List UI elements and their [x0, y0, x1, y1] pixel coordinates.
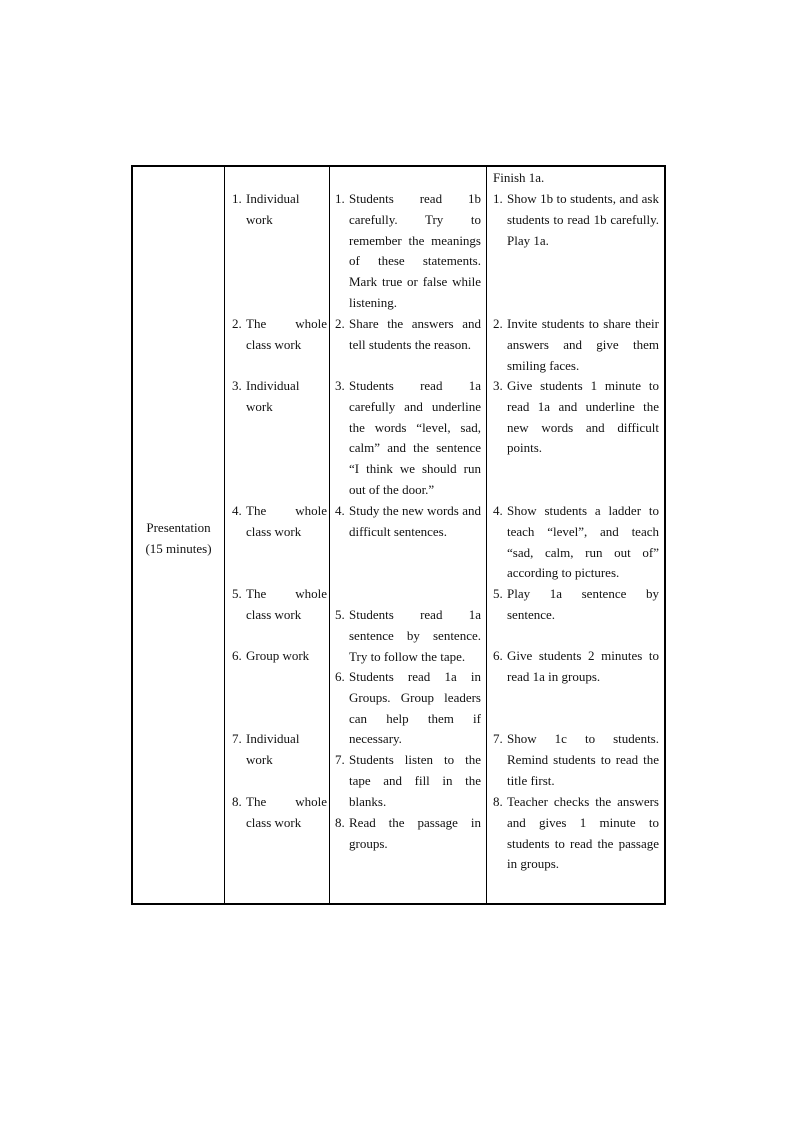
teacher-activity-item: 7. Show 1c to students. Remind students to read the title first.: [493, 731, 659, 788]
student-activity-item: 8. Read the passage in groups.: [335, 815, 481, 851]
stage-duration: (15 minutes): [145, 541, 212, 556]
work-mode-item: 1. Individual work: [232, 191, 300, 227]
work-mode-column: [225, 167, 329, 903]
teacher-activity-item: 6. Give students 2 minutes to read 1a in groups.: [493, 648, 659, 684]
stage-name: Presentation: [146, 520, 211, 535]
work-mode-item: 2. The whole class work: [232, 316, 327, 352]
work-mode-item: 8. The whole class work: [232, 794, 327, 830]
student-activity-item: 5. Students read 1a sentence by sentence. Try to follow the tape.: [335, 607, 481, 664]
teacher-activity-item: 8. Teacher checks the answers and gives 1 minute to students to read the passage in groups.: [493, 794, 659, 872]
work-mode-item: 4. The whole class work: [232, 503, 327, 539]
student-activity-item: 6. Students read 1a in Groups. Group leaders can help them if necessary.: [335, 669, 481, 747]
teacher-activity-column: [487, 167, 666, 903]
teacher-activity-item: 5. Play 1a sentence by sentence.: [493, 586, 659, 622]
teacher-activity-item: 4. Show students a ladder to teach “level”, and teach “sad, calm, run out of” according to pictures.: [493, 503, 659, 581]
teacher-activity-item: 2. Invite students to share their answers and give them smiling faces.: [493, 316, 659, 373]
work-mode-item: 6. Group work: [232, 648, 310, 663]
student-activity-item: 4. Study the new words and difficult sentences.: [335, 503, 481, 539]
lesson-table: [131, 165, 666, 905]
work-mode-item: 5. The whole class work: [232, 586, 327, 622]
work-mode-item: 3. Individual work: [232, 378, 300, 414]
teacher-activity-item: 3. Give students 1 minute to read 1a and underline the new words and difficult points.: [493, 378, 659, 456]
work-mode-item: 7. Individual work: [232, 731, 300, 767]
student-activity-item: 1. Students read 1b carefully. Try to remember the meanings of these statements. Mark true or false while listening.: [335, 191, 481, 310]
teacher-intro: Finish 1a.: [493, 170, 545, 185]
student-activity-item: 7. Students listen to the tape and fill in the blanks.: [335, 752, 481, 809]
teacher-activity-item: 1. Show 1b to students, and ask students to read 1b carefully. Play 1a.: [493, 191, 659, 248]
stage-cell: [133, 517, 224, 559]
student-activity-column: [330, 167, 486, 903]
student-activity-item: 2. Share the answers and tell students the reason.: [335, 316, 481, 352]
student-activity-item: 3. Students read 1a carefully and underline the words “level, sad, calm” and the sentence “I think we should run out of the door.”: [335, 378, 481, 497]
